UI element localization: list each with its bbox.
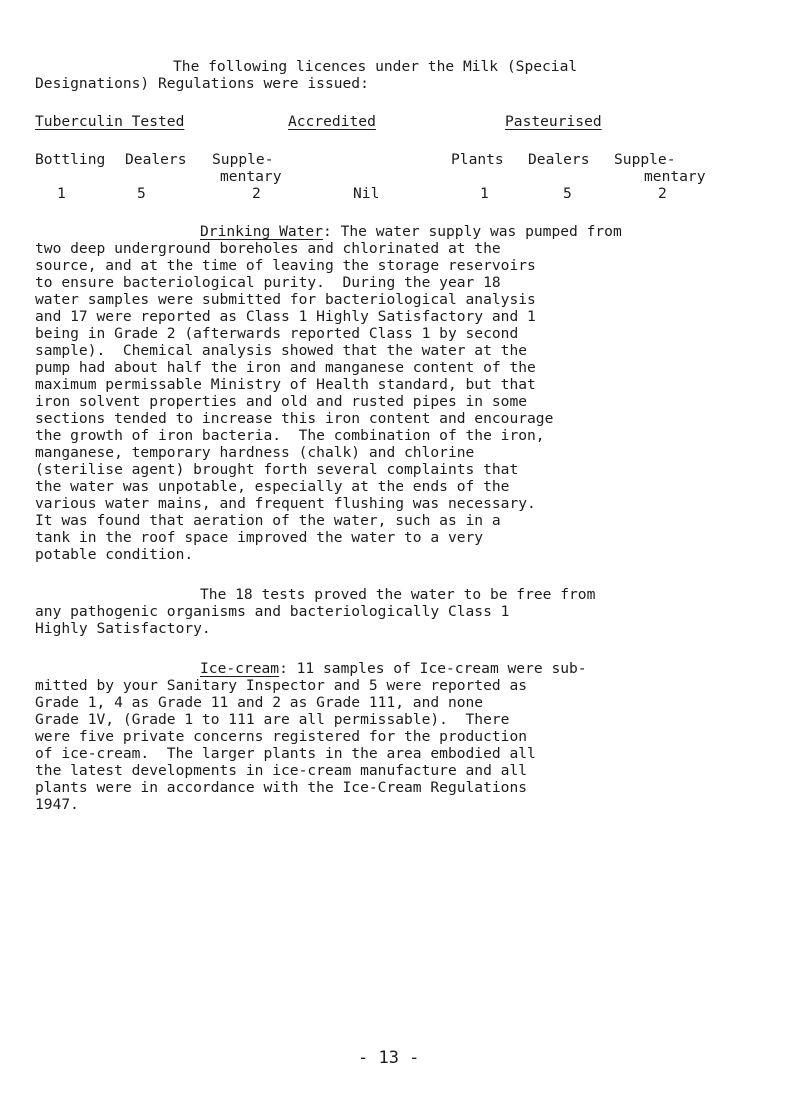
icecream-line: were five private concerns registered for the production bbox=[35, 728, 528, 745]
icecream-line: mitted by your Sanitary Inspector and 5 were reported as bbox=[35, 677, 528, 694]
intro-line-2: Designations) Regulations were issued: bbox=[35, 75, 369, 92]
water-first-line bbox=[200, 223, 622, 240]
water-line: being in Grade 2 (afterwards reported Class 1 by second bbox=[35, 325, 519, 342]
tests-line: any pathogenic organisms and bacteriologically Class 1 bbox=[35, 603, 510, 620]
header-tuberculin-tested: Tuberculin Tested bbox=[35, 113, 185, 130]
water-line: source, and at the time of leaving the storage reservoirs bbox=[35, 257, 536, 274]
water-heading: Drinking Water bbox=[200, 223, 324, 240]
past-dealers-value: 5 bbox=[563, 185, 572, 202]
water-line: water samples were submitted for bacteriological analysis bbox=[35, 291, 536, 308]
past-supplementary-value: 2 bbox=[658, 185, 667, 202]
water-line: iron solvent properties and old and rusted pipes in some bbox=[35, 393, 528, 410]
water-line: tank in the roof space improved the water to a very bbox=[35, 529, 484, 546]
past-dealers-label: Dealers bbox=[528, 151, 590, 168]
tt-dealers-label: Dealers bbox=[125, 151, 187, 168]
past-supplementary-label-1: Supple- bbox=[614, 151, 676, 168]
water-line: potable condition. bbox=[35, 546, 194, 563]
accredited-value: Nil bbox=[353, 185, 380, 202]
water-line: (sterilise agent) brought forth several complaints that bbox=[35, 461, 519, 478]
tt-bottling-label: Bottling bbox=[35, 151, 106, 168]
water-line: various water mains, and frequent flushing was necessary. bbox=[35, 495, 536, 512]
tt-supplementary-label-2: mentary bbox=[220, 168, 282, 185]
icecream-line: plants were in accordance with the Ice-Cream Regulations bbox=[35, 779, 528, 796]
water-line: the water was unpotable, especially at the ends of the bbox=[35, 478, 510, 495]
page-number: - 13 - bbox=[358, 1048, 420, 1068]
icecream-line: Grade 1, 4 as Grade 11 and 2 as Grade 111, and none bbox=[35, 694, 484, 711]
tt-supplementary-value: 2 bbox=[252, 185, 261, 202]
icecream-line: the latest developments in ice-cream manufacture and all bbox=[35, 762, 528, 779]
past-plants-value: 1 bbox=[480, 185, 489, 202]
icecream-line: 1947. bbox=[35, 796, 79, 813]
icecream-line: of ice-cream. The larger plants in the area embodied all bbox=[35, 745, 536, 762]
header-accredited: Accredited bbox=[288, 113, 376, 130]
tests-line: Highly Satisfactory. bbox=[35, 620, 211, 637]
tt-dealers-value: 5 bbox=[137, 185, 146, 202]
icecream-heading: Ice-cream bbox=[200, 660, 280, 677]
icecream-first-line bbox=[200, 660, 587, 677]
tt-supplementary-label-1: Supple- bbox=[212, 151, 274, 168]
water-line: and 17 were reported as Class 1 Highly Satisfactory and 1 bbox=[35, 308, 536, 325]
water-first-line-rest: : The water supply was pumped from bbox=[323, 223, 622, 240]
water-line: to ensure bacteriological purity. During the year 18 bbox=[35, 274, 501, 291]
water-line: two deep underground boreholes and chlorinated at the bbox=[35, 240, 501, 257]
tests-line: The 18 tests proved the water to be free from bbox=[200, 586, 596, 603]
water-line: sections tended to increase this iron content and encourage bbox=[35, 410, 554, 427]
water-line: manganese, temporary hardness (chalk) and chlorine bbox=[35, 444, 475, 461]
tt-bottling-value: 1 bbox=[57, 185, 66, 202]
water-line: It was found that aeration of the water, such as in a bbox=[35, 512, 501, 529]
water-line: sample). Chemical analysis showed that the water at the bbox=[35, 342, 528, 359]
water-line: maximum permissable Ministry of Health standard, but that bbox=[35, 376, 536, 393]
header-pasteurised: Pasteurised bbox=[505, 113, 602, 130]
past-supplementary-label-2: mentary bbox=[644, 168, 706, 185]
icecream-line: Grade 1V, (Grade 1 to 111 are all permissable). There bbox=[35, 711, 510, 728]
intro-line-1: The following licences under the Milk (Special bbox=[173, 58, 578, 75]
water-line: the growth of iron bacteria. The combination of the iron, bbox=[35, 427, 545, 444]
water-line: pump had about half the iron and manganese content of the bbox=[35, 359, 536, 376]
icecream-first-line-rest: : 11 samples of Ice-cream were sub- bbox=[279, 660, 587, 677]
past-plants-label: Plants bbox=[451, 151, 504, 168]
